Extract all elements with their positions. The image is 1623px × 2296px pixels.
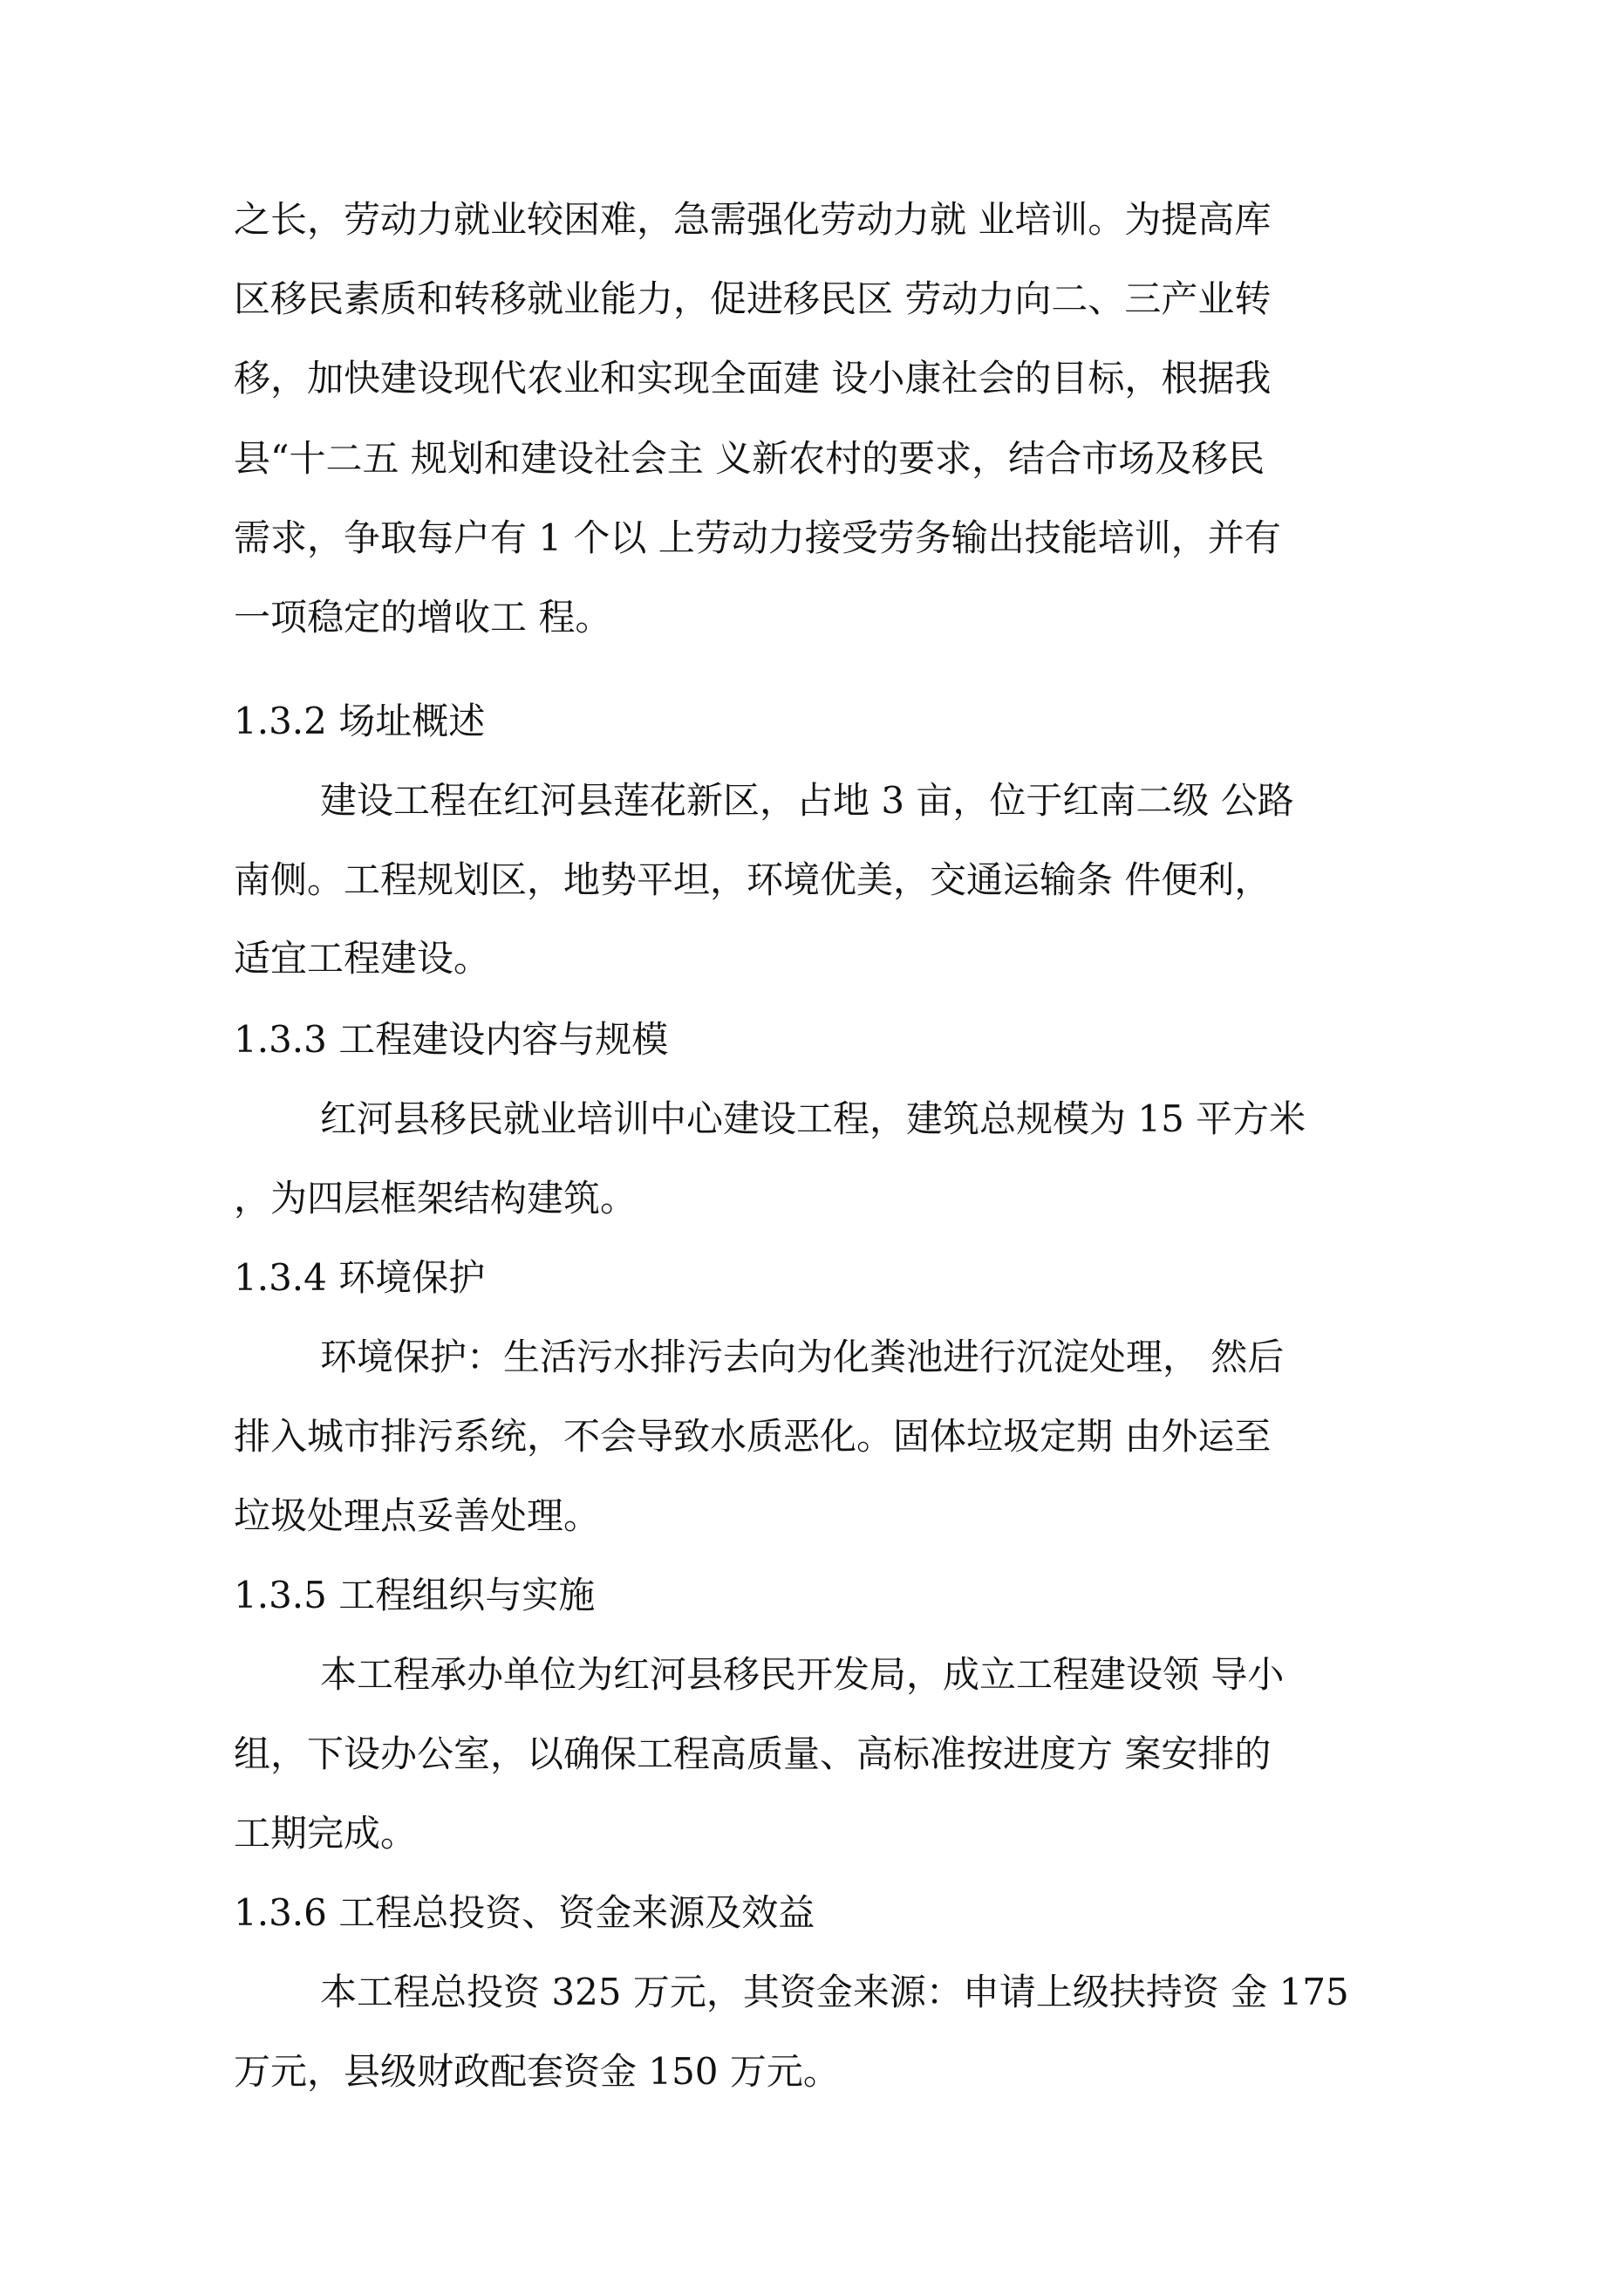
- paragraph-line: 工期完成。: [234, 1812, 418, 1855]
- paragraph-line: 之长，劳动力就业较困难，急需强化劳动力就 业培训。为提高库: [234, 198, 1272, 241]
- paragraph-line: 一项稳定的增收工 程。: [234, 596, 612, 639]
- paragraph-line: 需求，争取每户有 1 个以 上劳动力接受劳务输出技能培训，并有: [234, 516, 1281, 559]
- paragraph-line: 南侧。工程规划区，地势平坦，环境优美，交通运输条 件便利，: [234, 858, 1272, 901]
- paragraph-line: 本工程承办单位为红河县移民开发局，成立工程建设领 导小: [320, 1653, 1285, 1696]
- paragraph-line: 万元，县级财政配套资金 150 万元。: [234, 2050, 840, 2093]
- paragraph-line: 组，下设办公室，以确保工程高质量、高标准按进度方 案安排的: [234, 1732, 1272, 1775]
- paragraph-line: 县“十二五 规划和建设社会主 义新农村的要求，结合市场及移民: [234, 437, 1265, 480]
- paragraph-line: 本工程总投资 325 万元，其资金来源：申请上级扶持资 金 175: [320, 1971, 1349, 2013]
- section-heading: 1.3.6 工程总投资、资金来源及效益: [234, 1891, 815, 1934]
- section-heading: 1.3.3 工程建设内容与规模: [234, 1018, 669, 1061]
- paragraph-line: 建设工程在红河县莲花新区，占地 3 亩，位于红南二级 公路: [320, 779, 1294, 822]
- section-heading: 1.3.5 工程组织与实施: [234, 1574, 596, 1616]
- paragraph-line: 垃圾处理点妥善处理。: [234, 1494, 601, 1537]
- paragraph-line: 区移民素质和转移就业能力，促进移民区 劳动力向二、三产业转: [234, 277, 1272, 320]
- paragraph-line: ，为四层框架结构建筑。: [234, 1177, 638, 1220]
- section-heading: 1.3.4 环境保护: [234, 1256, 486, 1299]
- paragraph-line: 排入城市排污系统，不会导致水质恶化。固体垃圾定期 由外运至: [234, 1415, 1272, 1458]
- paragraph-line: 适宜工程建设。: [234, 937, 491, 980]
- paragraph-line: 移，加快建设现代农业和实现全面建 设小康社会的目标，根据我: [234, 357, 1272, 400]
- section-heading: 1.3.2 场址概述: [234, 700, 486, 742]
- paragraph-line: 环境保护：生活污水排污去向为化粪池进行沉淀处理， 然后: [320, 1336, 1285, 1378]
- paragraph-line: 红河县移民就业培训中心建设工程，建筑总规模为 15 平方米: [320, 1097, 1306, 1140]
